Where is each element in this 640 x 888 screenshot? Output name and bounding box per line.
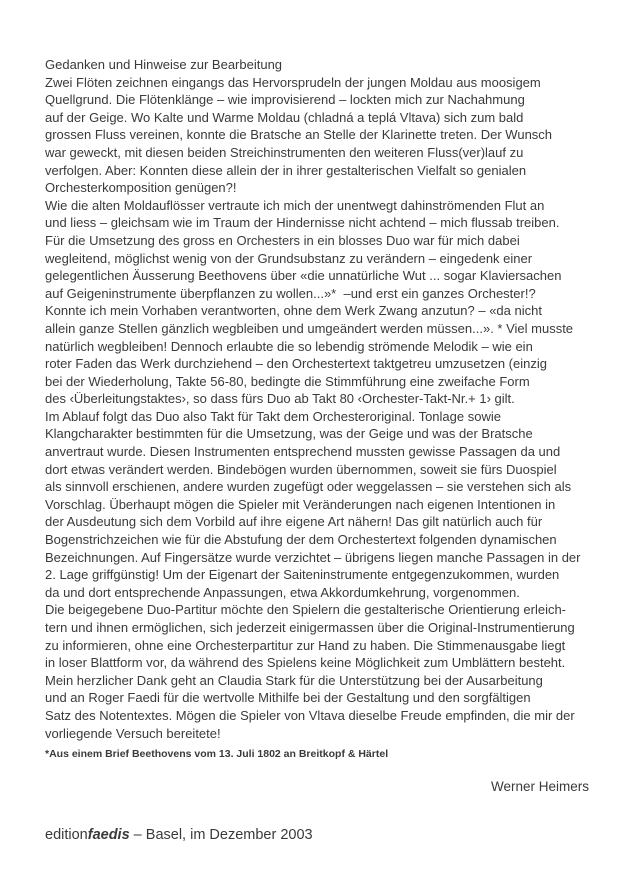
text-line: dort etwas verändert werden. Bindebögen wurden übernommen, soweit sie fürs Duospiel bbox=[45, 461, 557, 477]
text-line: allein ganze Stellen gänzlich wegbleiben und umgeändert werden müssen...». * Viel musste bbox=[45, 320, 574, 336]
text-line: Die beigegebene Duo-Partitur möchte den Spielern die gestalterische Orientierung erleich- bbox=[45, 602, 567, 618]
text-line: Orchesterkomposition genügen?! bbox=[45, 180, 237, 196]
text-line: bei der Wiederholung, Takte 56-80, bedingte die Stimmführung eine zweifache Form bbox=[45, 373, 530, 389]
imprint-suffix: – Basel, im Dezember 2003 bbox=[129, 827, 313, 843]
text-line: grossen Fluss vereinen, konnte die Bratsche an Stelle der Klarinette treten. Der Wunsch bbox=[45, 127, 553, 143]
text-line: tern und ihnen ermöglichen, sich jederzeit einigermassen über die Original-Instrumentierung bbox=[45, 620, 575, 635]
text-line: auf Geigeninstrumente überpflanzen zu wollen...»* –und erst ein ganzes Orchester!? bbox=[45, 285, 536, 301]
imprint-brand-name: faedis bbox=[87, 827, 130, 843]
text-line: Für die Umsetzung des gross en Orchesters in ein blosses Duo war für mich dabei bbox=[45, 232, 520, 248]
page-title: Gedanken und Hinweise zur Bearbeitung bbox=[45, 57, 283, 72]
text-line: Satz des Notentextes. Mögen die Spieler von Vltava dieselbe Freude empfinden, die mir der bbox=[45, 707, 575, 723]
preface-textblock bbox=[45, 56, 623, 796]
text-line: Wie die alten Moldauflösser vertraute ich mich der unentwegt dahinströmenden Flut an bbox=[45, 197, 545, 213]
publisher-imprint bbox=[45, 827, 313, 843]
text-line: und liess – gleichsam wie im Traum der Hindernisse nicht achtend – mich flussab treiben. bbox=[45, 215, 560, 231]
text-line: wegleitend, möglichst wenig von der Grundsubstanz zu verändern – eingedenk einer bbox=[45, 250, 533, 266]
text-line: anvertraut wurde. Diesen Instrumenten entsprechend mussten gewisse Passagen da und bbox=[45, 444, 561, 460]
text-line: der Ausdeutung sich dem Vorbild auf ihre eigene Art nähern! Das gilt natürlich auch für bbox=[45, 514, 543, 530]
text-line: 2. Lage griffgünstig! Um der Eigenart der Saiteninstrumente entgegenzukommen, wurden bbox=[45, 567, 560, 583]
text-line: Klangcharakter bestimmten für die Umsetzung, was der Geige und was der Bratsche bbox=[45, 426, 533, 442]
author-signature: Werner Heimers bbox=[490, 779, 589, 795]
text-line: Vorschlag. Überhaupt mögen die Spieler mit Veränderungen nach eigenen Intentionen in bbox=[45, 496, 556, 512]
text-line: Bezeichnungen. Auf Fingersätze wurde verzichtet – übrigens liegen manche Passagen in der bbox=[45, 549, 581, 565]
text-line: natürlich wegbleiben! Dennoch erlaubte die so lebendig strömende Melodik – wie ein bbox=[45, 338, 533, 354]
text-line: als sinnvoll erschienen, andere wurden zugefügt oder weggelassen – sie verstehen sich als bbox=[45, 479, 572, 495]
imprint-prefix: edition bbox=[45, 827, 88, 843]
text-line: Bogenstrichzeichen wie für die Abstufung der dem Orchestertext folgenden dynamischen bbox=[45, 532, 557, 548]
text-line: auf der Geige. Wo Kalte und Warme Moldau (chladná a teplá Vltava) sich zum bald bbox=[45, 109, 524, 125]
text-line: gelegentlichen Äusserung Beethovens über «die unnatürliche Wut ... sogar Klaviersachen bbox=[45, 268, 562, 284]
text-line: war geweckt, mit diesen beiden Streichinstrumenten den weiteren Fluss(ver)lauf zu bbox=[45, 144, 524, 160]
body-text bbox=[45, 74, 623, 743]
text-line: Mein herzlicher Dank geht an Claudia Stark für die Unterstützung bei der Ausarbeitung bbox=[45, 672, 543, 688]
text-line: Im Ablauf folgt das Duo also Takt für Takt dem Orchesteroriginal. Tonlage sowie bbox=[45, 408, 501, 424]
text-line: Konnte ich mein Vorhaben verantworten, ohne dem Werk Zwang anzutun? – «da nicht bbox=[45, 303, 542, 319]
text-line: des ‹Überleitungstaktes›, so dass fürs Duo ab Takt 80 ‹Orchester-Takt-Nr.+ 1› gilt. bbox=[45, 391, 515, 407]
footnote: *Aus einem Brief Beethovens vom 13. Juli 1802 an Breitkopf & Härtel bbox=[45, 748, 389, 761]
text-line: verfolgen. Aber: Konnten diese allein der in ihrer gestalterischen Vielfalt so genialen bbox=[45, 162, 527, 178]
text-line: in loser Blattform vor, da während des Spielens keine Möglichkeit zum Umblättern besteht. bbox=[45, 655, 566, 671]
text-line: da und dort entsprechende Anpassungen, etwa Akkordumkehrung, vorgenommen. bbox=[45, 584, 520, 600]
text-line: Zwei Flöten zeichnen eingangs das Hervorsprudeln der jungen Moldau aus moosigem bbox=[45, 74, 541, 90]
text-line: roter Faden das Werk durchziehend – den Orchestertext taktgetreu umzusetzen (einzig bbox=[45, 356, 547, 372]
text-line: vorliegende Versuch bereitete! bbox=[45, 725, 221, 741]
text-line: zu informieren, ohne eine Orchesterpartitur zur Hand zu haben. Die Stimmenausgabe liegt bbox=[45, 637, 566, 653]
text-line: und an Roger Faedi für die wertvolle Mithilfe bei der Gestaltung und den sorgfältigen bbox=[45, 690, 531, 706]
text-line: Quellgrund. Die Flötenklänge – wie improvisierend – lockten mich zur Nachahmung bbox=[45, 92, 525, 108]
